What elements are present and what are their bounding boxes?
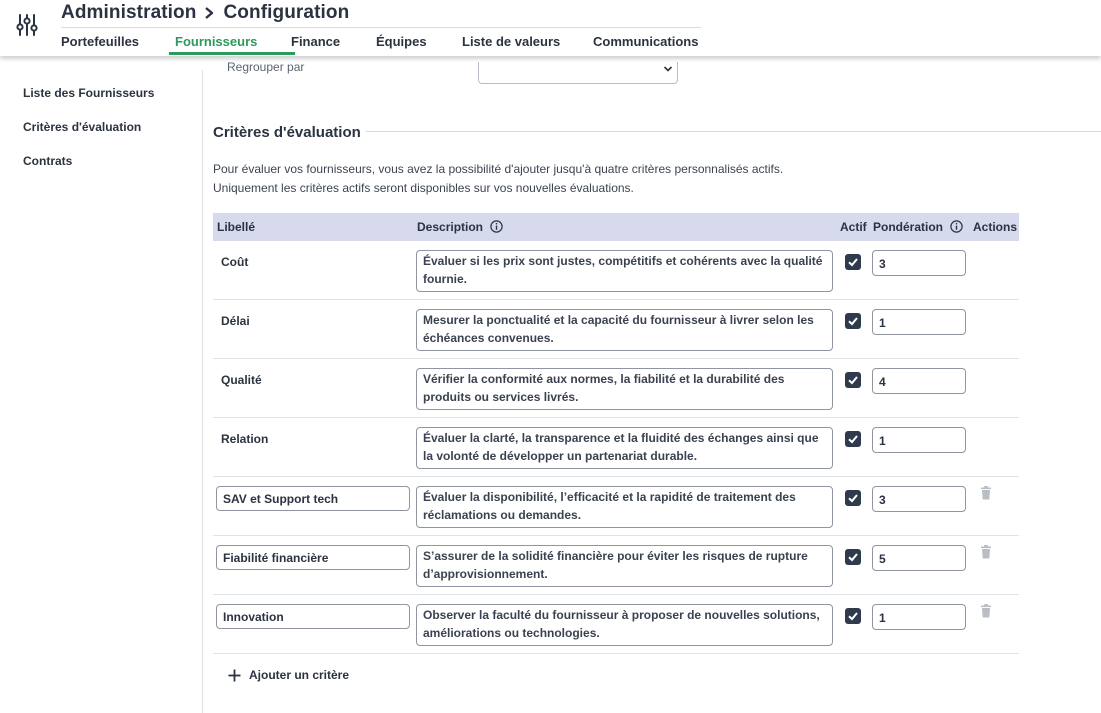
criteria-row: [213, 595, 1019, 654]
criteria-label-input[interactable]: Fiabilité financière: [216, 545, 410, 570]
criteria-label: Relation: [221, 432, 269, 446]
criteria-label: Délai: [221, 314, 250, 328]
checkmark-icon: [847, 433, 859, 445]
section-divider: [366, 131, 1101, 132]
criteria-label-input[interactable]: Innovation: [216, 604, 410, 629]
chevron-down-icon: [663, 64, 673, 74]
sidebar-item-liste-fournisseurs[interactable]: Liste des Fournisseurs: [23, 86, 155, 100]
breadcrumb: [61, 0, 349, 26]
criteria-description-field[interactable]: Vérifier la conformité aux normes, la fiabilité et la durabilité des produits ou services livrés.: [416, 368, 833, 410]
weight-input[interactable]: 5: [872, 545, 966, 571]
weight-input[interactable]: 3: [872, 250, 966, 276]
criteria-row: [213, 418, 1019, 477]
criteria-description-field[interactable]: Évaluer la clarté, la transparence et la fluidité des échanges ainsi que la volonté de développer un partenariat durable.: [416, 427, 833, 469]
column-header-active: Actif: [840, 220, 867, 234]
add-criterion-button[interactable]: [228, 668, 349, 682]
section-title: Critères d'évaluation: [213, 124, 361, 141]
tab-fournisseurs[interactable]: Fournisseurs: [175, 28, 291, 55]
active-checkbox[interactable]: [845, 490, 861, 506]
intro-line-2: Uniquement les critères actifs seront disponibles sur vos nouvelles évaluations.: [213, 181, 634, 195]
intro-text: [213, 160, 783, 198]
trash-icon[interactable]: [980, 545, 992, 559]
active-checkbox[interactable]: [845, 372, 861, 388]
app-header: [0, 0, 1101, 56]
sidebar: [12, 70, 203, 713]
criteria-description-field[interactable]: Évaluer si les prix sont justes, compétitifs et cohérents avec la qualité fournie.: [416, 250, 833, 292]
criteria-row: [213, 359, 1019, 418]
column-header-label: Libellé: [217, 220, 256, 234]
column-header-weight: Pondération: [873, 213, 963, 241]
criteria-description-field[interactable]: Observer la faculté du fournisseur à proposer de nouvelles solutions, améliorations ou technologies.: [416, 604, 833, 646]
criteria-description-field[interactable]: S’assurer de la solidité financière pour éviter les risques de rupture d’approvisionnement.: [416, 545, 833, 587]
tab-bar: [61, 27, 701, 55]
criteria-label: Coût: [221, 255, 249, 269]
weight-input[interactable]: 1: [872, 604, 966, 630]
criteria-row: [213, 300, 1019, 359]
active-checkbox[interactable]: [845, 254, 861, 270]
checkmark-icon: [847, 492, 859, 504]
sidebar-item-contrats[interactable]: Contrats: [23, 154, 73, 168]
sidebar-item-criteres[interactable]: Critères d'évaluation: [23, 120, 142, 134]
tab-communications[interactable]: Communications: [593, 34, 699, 49]
checkmark-icon: [847, 610, 859, 622]
trash-icon[interactable]: [980, 604, 992, 618]
criteria-label-input[interactable]: SAV et Support tech: [216, 486, 410, 511]
info-icon[interactable]: [490, 220, 503, 233]
tab-equipes[interactable]: Équipes: [376, 34, 427, 49]
weight-input[interactable]: 1: [872, 309, 966, 335]
criteria-description-field[interactable]: Mesurer la ponctualité et la capacité du fournisseur à livrer selon les échéances convenues.: [416, 309, 833, 351]
criteria-row: [213, 536, 1019, 595]
tab-liste-de-valeurs[interactable]: Liste de valeurs: [462, 34, 561, 49]
column-header-description: Description: [417, 213, 503, 241]
tab-finance[interactable]: Finance: [291, 34, 341, 49]
regroup-label: Regrouper par: [227, 60, 305, 74]
column-header-actions: Actions: [973, 220, 1018, 234]
intro-line-1: Pour évaluer vos fournisseurs, vous avez la possibilité d'ajouter jusqu'à quatre critères personnalisés actifs.: [213, 162, 784, 176]
criteria-row: [213, 241, 1019, 300]
checkmark-icon: [847, 551, 859, 563]
trash-icon[interactable]: [980, 486, 992, 500]
tab-portefeuilles[interactable]: Portefeuilles: [61, 34, 140, 49]
checkmark-icon: [847, 374, 859, 386]
active-checkbox[interactable]: [845, 608, 861, 624]
checkmark-icon: [847, 315, 859, 327]
add-criterion-label: Ajouter un critère: [249, 668, 350, 682]
main-content: [203, 56, 1101, 713]
info-icon[interactable]: [950, 220, 963, 233]
regroup-select[interactable]: [478, 62, 678, 84]
checkmark-icon: [847, 256, 859, 268]
active-checkbox[interactable]: [845, 549, 861, 565]
weight-input[interactable]: 3: [872, 486, 966, 512]
criteria-description-field[interactable]: Évaluer la disponibilité, l’efficacité et la rapidité de traitement des réclamations ou demandes.: [416, 486, 833, 528]
weight-input[interactable]: 1: [872, 427, 966, 453]
breadcrumb-root[interactable]: Administration: [61, 2, 197, 23]
table-header: [213, 213, 1019, 241]
sliders-icon[interactable]: [16, 13, 38, 37]
criteria-label: Qualité: [221, 373, 262, 387]
active-checkbox[interactable]: [845, 431, 861, 447]
criteria-row: [213, 477, 1019, 536]
active-checkbox[interactable]: [845, 313, 861, 329]
weight-input[interactable]: 4: [872, 368, 966, 394]
plus-icon: [228, 669, 241, 682]
breadcrumb-current: Configuration: [223, 2, 350, 23]
chevron-right-icon: [204, 6, 215, 20]
